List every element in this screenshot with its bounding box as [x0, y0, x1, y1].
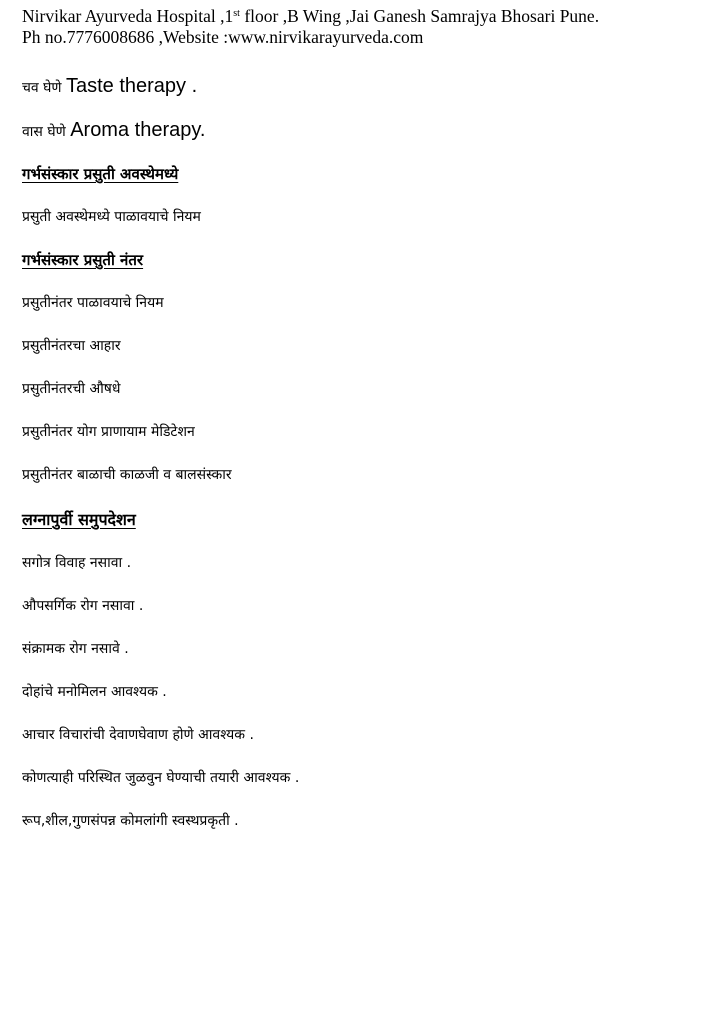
therapy-english-label: Aroma therapy.: [70, 119, 206, 141]
therapy-marathi-label: चव घेणे: [22, 80, 62, 96]
header-contact-line: Ph no.7776008686 ,Website :www.nirvikarayurveda.com: [22, 27, 424, 47]
list-item: आचार विचारांची देवाणघेवाण होणे आवश्यक .: [22, 727, 254, 743]
list-item: कोणत्याही परिस्थित जुळवुन घेण्याची तयारी आवश्यक .: [22, 770, 300, 786]
therapy-line-taste: [22, 76, 197, 98]
section-heading-premarital-counselling: लग्नापुर्वी समुपदेशन: [22, 510, 136, 529]
therapy-marathi-label: वास घेणे: [22, 124, 66, 140]
list-item: संक्रामक रोग नसावे .: [22, 641, 129, 657]
ordinal-suffix: st: [233, 8, 240, 19]
list-item: प्रसुतीनंतर पाळावयाचे नियम: [22, 295, 164, 311]
list-item: प्रसुतीनंतर योग प्राणायाम मेडिटेशन: [22, 424, 195, 440]
therapy-line-aroma: [22, 120, 205, 142]
section-heading-during-delivery: गर्भसंस्कार प्रसुती अवस्थेमध्ये: [22, 165, 179, 183]
list-item: दोहांचे मनोमिलन आवश्यक .: [22, 684, 167, 700]
therapy-english-label: Taste therapy .: [65, 75, 198, 97]
list-item: सगोत्र विवाह नसावा .: [22, 555, 132, 571]
hospital-header: [22, 6, 712, 48]
section-heading-after-delivery: गर्भसंस्कार प्रसुती नंतर: [22, 251, 144, 269]
list-item: प्रसुतीनंतरची औषधे: [22, 381, 121, 397]
header-address-start: Nirvikar Ayurveda Hospital ,1: [22, 6, 234, 26]
list-item: रूप,शील,गुणसंपन्न कोमलांगी स्वस्थप्रकृती .: [22, 813, 239, 829]
list-item: प्रसुती अवस्थेमध्ये पाळावयाचे नियम: [22, 209, 201, 225]
header-address-line: [22, 6, 712, 27]
list-item: प्रसुतीनंतर बाळाची काळजी व बालसंस्कार: [22, 467, 232, 483]
list-item: औपसर्गिक रोग नसावा .: [22, 598, 144, 614]
list-item: प्रसुतीनंतरचा आहार: [22, 338, 121, 354]
header-address-end: floor ,B Wing ,Jai Ganesh Samrajya Bhosari Pune.: [239, 6, 600, 26]
